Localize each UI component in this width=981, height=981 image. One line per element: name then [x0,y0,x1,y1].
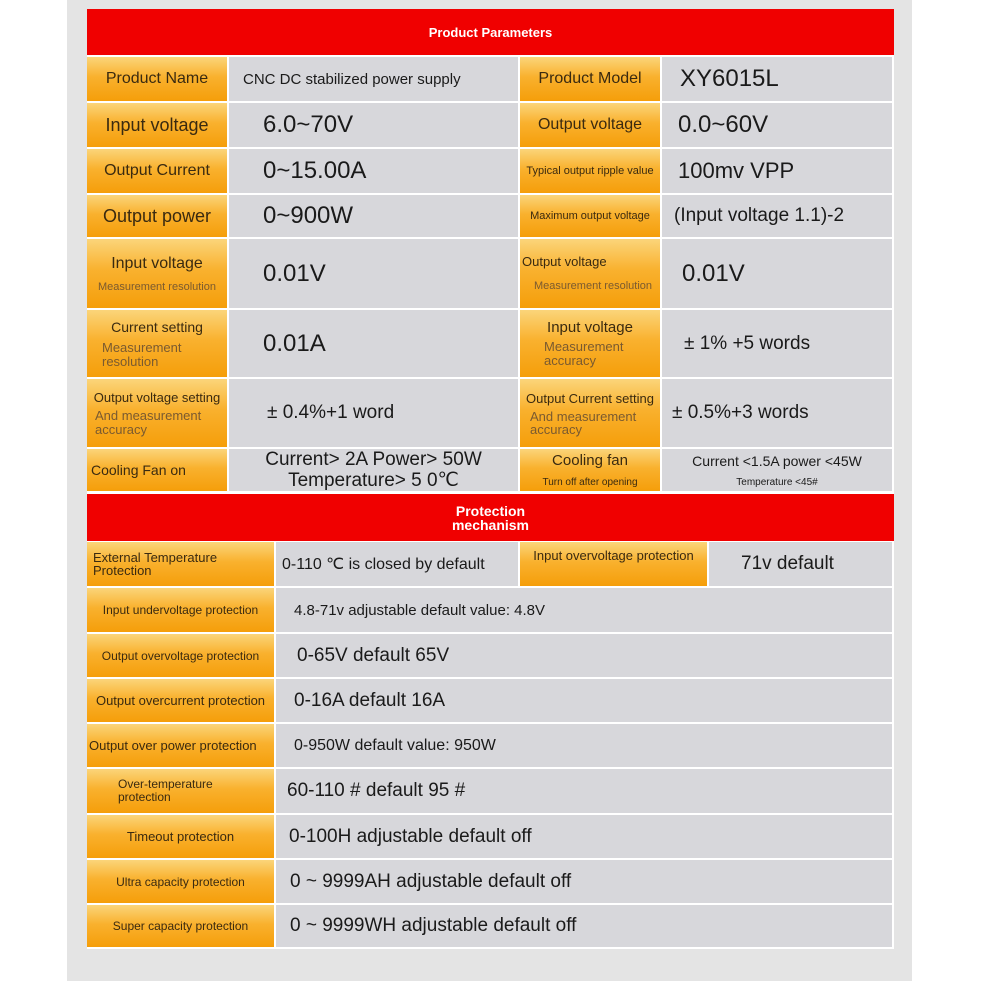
product-model-value: XY6015L [662,57,894,103]
input-voltage-accuracy-title: Input voltage [547,319,633,336]
output-voltage-label: Output voltage [520,103,662,149]
protection-row-label: Output overvoltage protection [87,634,276,679]
cooling-fan-off-title: Cooling fan [552,452,628,469]
output-power-value: 0~900W [229,195,520,239]
input-voltage-resolution-sub: Measurement resolution [97,280,216,293]
protection-row-value: 0-65V default 65V [276,634,894,679]
protection-row-value: 4.8-71v adjustable default value: 4.8V [276,588,894,634]
cooling-fan-off-value [662,449,894,493]
protection-row-value: 0-100H adjustable default off [276,815,894,860]
protection-row-label: Output over power protection [87,724,276,769]
current-setting-label [87,310,229,379]
output-current-setting-title: Output Current setting [526,390,654,406]
product-parameters-title: Product Parameters [428,24,553,40]
ripple-label: Typical output ripple value [520,149,662,195]
cooling-fan-off-value-line1: Current <1.5A power <45W [692,452,862,469]
protection-row-value: 0-16A default 16A [276,679,894,724]
output-power-label: Output power [87,195,229,239]
protection-row-label: Super capacity protection [87,905,276,949]
max-output-voltage-value: (Input voltage 1.1)-2 [662,195,894,239]
protection-row-value: 0 ~ 9999AH adjustable default off [276,860,894,905]
cooling-fan-off-label [520,449,662,493]
cooling-fan-off-sub: Turn off after opening [542,477,638,488]
input-voltage-accuracy-sub: Measurement accuracy [544,339,624,368]
input-overvoltage-value: 71v default [709,542,894,588]
output-voltage-resolution-value: 0.01V [662,239,894,310]
output-voltage-resolution-sub: Measurement resolution [534,280,653,292]
output-current-setting-label [520,379,662,449]
protection-row-label: Input undervoltage protection [87,588,276,634]
output-current-setting-sub: And measurement accuracy [530,408,637,437]
output-voltage-setting-value: ± 0.4%+1 word [229,379,520,449]
input-voltage-accuracy-value: ± 1% +5 words [662,310,894,379]
input-voltage-resolution-title: Input voltage [111,254,203,272]
cooling-fan-on-value [229,449,520,493]
protection-row-value: 0 ~ 9999WH adjustable default off [276,905,894,949]
input-voltage-accuracy-label [520,310,662,379]
output-voltage-setting-title: Output voltage setting [93,389,221,405]
input-overvoltage-label: Input overvoltage protection [520,542,709,588]
product-name-value: CNC DC stabilized power supply [229,57,520,103]
output-voltage-setting-sub: And measurement accuracy [95,407,202,437]
output-voltage-setting-label [87,379,229,449]
cooling-fan-on-value-line1: Current> 2A Power> 50W [265,449,482,470]
cooling-fan-on-label: Cooling Fan on [87,449,229,493]
current-setting-sub: Measurement resolution [102,339,182,369]
output-current-setting-value: ± 0.5%+3 words [662,379,894,449]
ripple-value: 100mv VPP [662,149,894,195]
cooling-fan-off-value-line2: Temperature <45# [736,476,818,488]
output-current-value: 0~15.00A [229,149,520,195]
product-name-label: Product Name [87,57,229,103]
input-voltage-value: 6.0~70V [229,103,520,149]
input-voltage-resolution-value: 0.01V [229,239,520,310]
protection-row-label: Timeout protection [87,815,276,860]
input-voltage-resolution-label [87,239,229,310]
protection-row-label: Output overcurrent protection [87,679,276,724]
max-output-voltage-label: Maximum output voltage [520,195,662,239]
input-voltage-label: Input voltage [87,103,229,149]
external-temperature-value: 0-110 ℃ is closed by default [276,542,520,588]
current-setting-value: 0.01A [229,310,520,379]
protection-row-value: 0-950W default value: 950W [276,724,894,769]
output-voltage-resolution-label [520,239,662,310]
protection-mechanism-title: Protection mechanism [451,502,530,533]
protection-mechanism-header [87,494,894,541]
external-temperature-label: External Temperature Protection [87,542,276,588]
output-voltage-value: 0.0~60V [662,103,894,149]
output-voltage-resolution-title: Output voltage [522,254,607,269]
output-current-label: Output Current [87,149,229,195]
protection-row-value: 60-110 # default 95 # [276,769,894,815]
cooling-fan-on-value-line2: Temperature> 5 0℃ [288,470,459,491]
product-model-label: Product Model [520,57,662,103]
protection-row-label: Over-temperature protection [87,769,276,815]
current-setting-title: Current setting [111,318,203,335]
protection-row-label: Ultra capacity protection [87,860,276,905]
product-parameters-header [87,9,894,55]
